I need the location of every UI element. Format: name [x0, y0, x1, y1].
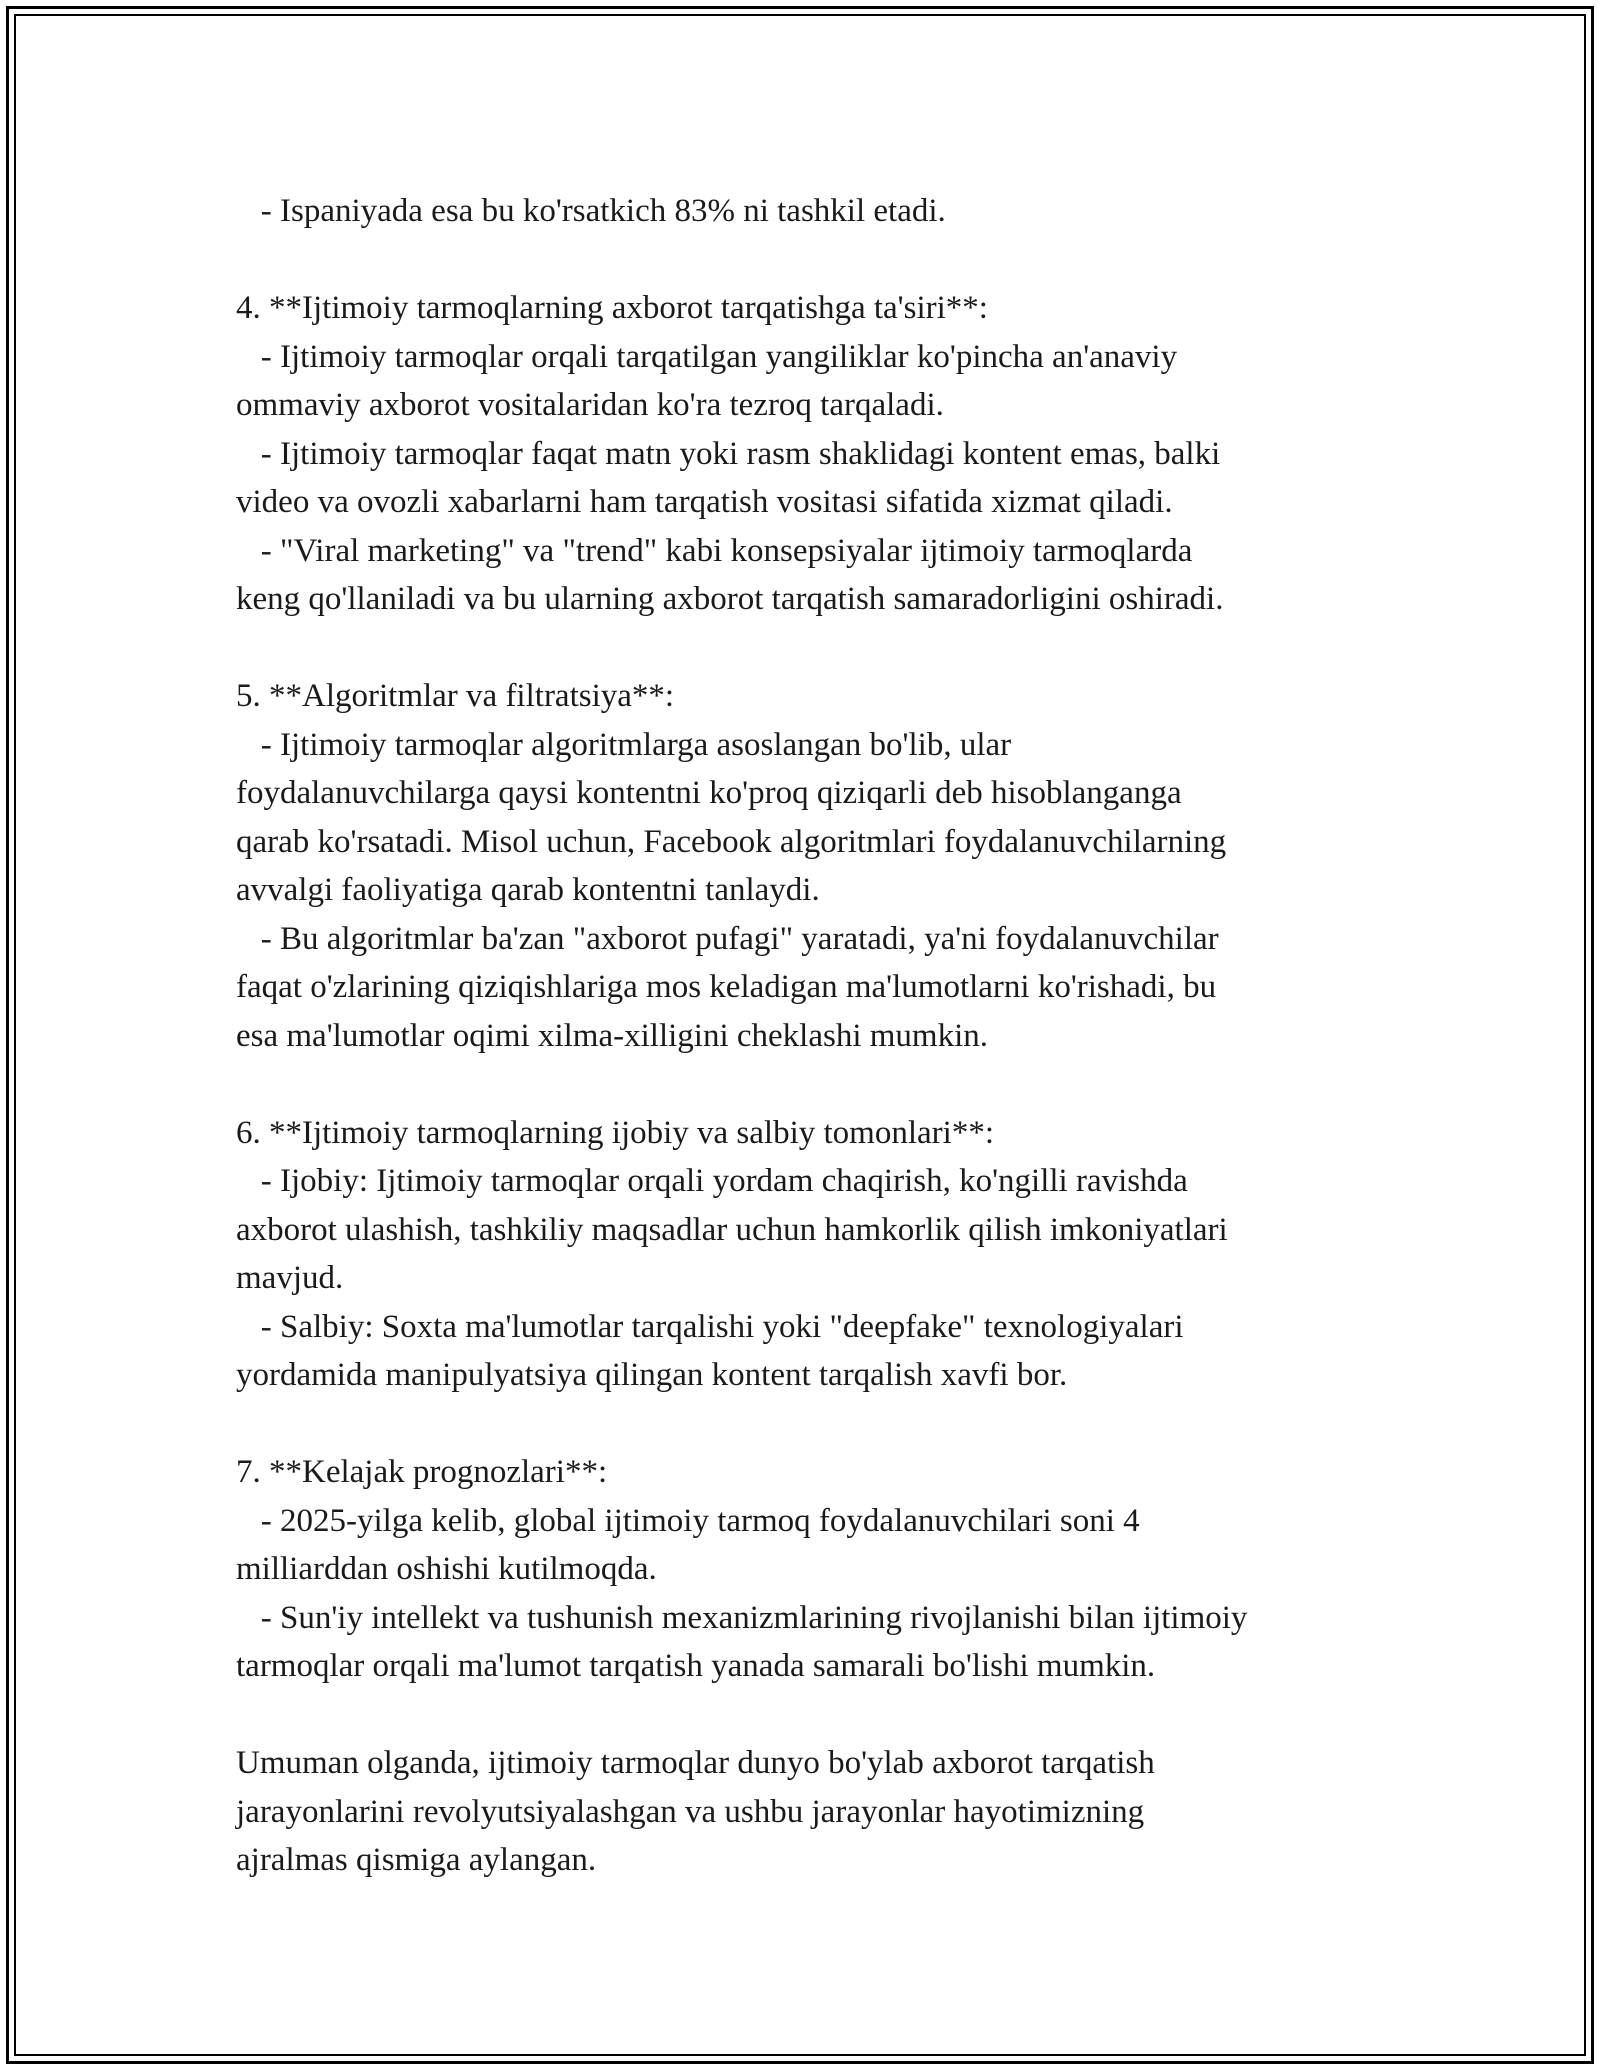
- section-6-pros-cons: [236, 1109, 1376, 1400]
- text-line: ajralmas qismiga aylangan.: [236, 1842, 597, 1878]
- text-line: avvalgi faoliyatiga qarab kontentni tanlaydi.: [236, 872, 820, 908]
- text-line: - 2025-yilga kelib, global ijtimoiy tarmoq foydalanuvchilari soni 4: [236, 1502, 1140, 1539]
- paragraph-spacer: [236, 236, 1376, 285]
- section-heading: 5. **Algoritmlar va filtratsiya**:: [236, 678, 675, 714]
- section-7-forecasts: [236, 1448, 1376, 1691]
- text-line: - "Viral marketing" va "trend" kabi konsepsiyalar ijtimoiy tarmoqlarda: [236, 532, 1193, 569]
- section-5-algorithms: [236, 672, 1376, 1060]
- text-line: qarab ko'rsatadi. Misol uchun, Facebook algoritmlari foydalanuvchilarning: [236, 823, 1227, 860]
- paragraph-spacer: [236, 1400, 1376, 1449]
- text-line: video va ovozli xabarlarni ham tarqatish vositasi sifatida xizmat qiladi.: [236, 484, 1173, 520]
- section-heading: 7. **Kelajak prognozlari**:: [236, 1454, 608, 1490]
- text-line: - Salbiy: Soxta ma'lumotlar tarqalishi yoki "deepfake" texnologiyalari: [236, 1308, 1184, 1345]
- section-4-social-media-impact: [236, 284, 1376, 624]
- text-line: keng qo'llaniladi va bu ularning axborot tarqatish samaradorligini oshiradi.: [236, 581, 1224, 617]
- text-line: axborot ulashish, tashkiliy maqsadlar uchun hamkorlik qilish imkoniyatlari: [236, 1211, 1228, 1248]
- text-line: jarayonlarini revolyutsiyalashgan va ushbu jarayonlar hayotimizning: [236, 1793, 1145, 1830]
- text-line: milliarddan oshishi kutilmoqda.: [236, 1551, 657, 1587]
- paragraph-spacer: [236, 624, 1376, 673]
- text-line: tarmoqlar orqali ma'lumot tarqatish yanada samarali bo'lishi mumkin.: [236, 1648, 1156, 1684]
- text-line: esa ma'lumotlar oqimi xilma-xilligini cheklashi mumkin.: [236, 1017, 988, 1054]
- paragraph-spacer: [236, 1691, 1376, 1740]
- text-line: - Bu algoritmlar ba'zan "axborot pufagi" yaratadi, ya'ni foydalanuvchilar: [236, 920, 1219, 957]
- text-line: - Ijtimoiy tarmoqlar orqali tarqatilgan yangiliklar ko'pincha an'anaviy: [236, 338, 1178, 375]
- paragraph-spain-stat: [236, 187, 1376, 236]
- text-line: - Ijobiy: Ijtimoiy tarmoqlar orqali yordam chaqirish, ko'ngilli ravishda: [236, 1163, 1188, 1199]
- document-body: [236, 187, 1376, 1885]
- text-line: - Ijtimoiy tarmoqlar algoritmlarga asoslangan bo'lib, ular: [236, 726, 1012, 763]
- text-line: Umuman olganda, ijtimoiy tarmoqlar dunyo bo'ylab axborot tarqatish: [236, 1745, 1155, 1781]
- text-line: ommaviy axborot vositalaridan ko'ra tezroq tarqaladi.: [236, 387, 944, 423]
- conclusion-paragraph: [236, 1739, 1376, 1885]
- text-line: faqat o'zlarining qiziqishlariga mos keladigan ma'lumotlarni ko'rishadi, bu: [236, 969, 1217, 1005]
- text-line: foydalanuvchilarga qaysi kontentni ko'proq qiziqarli deb hisoblanganga: [236, 775, 1182, 811]
- text-line: - Sun'iy intellekt va tushunish mexanizmlarining rivojlanishi bilan ijtimoiy: [236, 1599, 1248, 1636]
- text-line: mavjud.: [236, 1260, 344, 1296]
- text-line: yordamida manipulyatsiya qilingan kontent tarqalish xavfi bor.: [236, 1357, 1068, 1393]
- text-line: - Ispaniyada esa bu ko'rsatkich 83% ni tashkil etadi.: [236, 193, 946, 229]
- text-line: - Ijtimoiy tarmoqlar faqat matn yoki rasm shaklidagi kontent emas, balki: [236, 435, 1221, 472]
- section-heading: 4. **Ijtimoiy tarmoqlarning axborot tarqatishga ta'siri**:: [236, 290, 988, 326]
- section-heading: 6. **Ijtimoiy tarmoqlarning ijobiy va salbiy tomonlari**:: [236, 1114, 994, 1151]
- paragraph-spacer: [236, 1060, 1376, 1109]
